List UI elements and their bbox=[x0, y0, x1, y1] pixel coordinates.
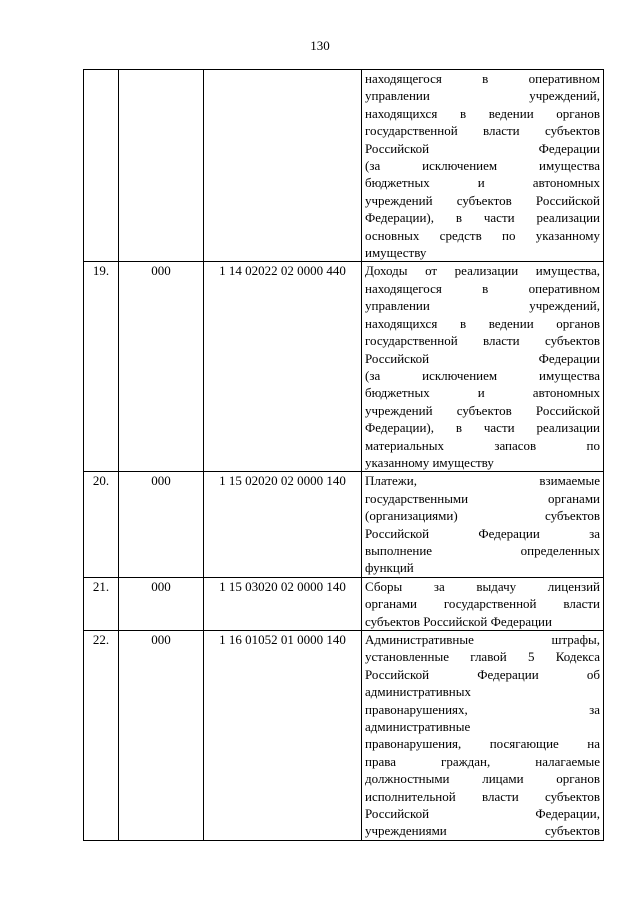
page-number: 130 bbox=[310, 38, 330, 53]
administrator-code-cell bbox=[119, 70, 204, 262]
description-line: Российской Федерации об bbox=[365, 666, 600, 682]
budget-classification-code-cell: 1 14 02022 02 0000 440 bbox=[204, 262, 362, 472]
row-number-cell: 21. bbox=[84, 577, 119, 630]
administrator-code-cell: 000 bbox=[119, 631, 204, 841]
description-line: находящегося в оперативном bbox=[365, 71, 600, 86]
description-line: основных средств по указанному bbox=[365, 227, 600, 243]
description-line: Российской Федерации bbox=[365, 350, 600, 366]
description-line: Федерации), в части реализации bbox=[365, 210, 600, 226]
description-line: административных bbox=[365, 684, 471, 700]
table-row bbox=[84, 70, 604, 262]
description-line: государственной власти субъектов bbox=[365, 333, 600, 349]
revenue-description-cell bbox=[362, 70, 604, 262]
description-line: административные bbox=[365, 719, 471, 735]
description-line: Сборы за выдачу лицензий bbox=[365, 578, 600, 594]
budget-classification-code-cell: 1 15 03020 02 0000 140 bbox=[204, 577, 362, 630]
description-line: Федерации), в части реализации bbox=[365, 420, 600, 436]
description-line: бюджетных и автономных bbox=[365, 385, 600, 401]
description-line: Платежи, взимаемые bbox=[365, 473, 600, 489]
description-line: Доходы от реализации имущества, bbox=[365, 263, 600, 279]
description-line: правонарушениях, за bbox=[365, 701, 600, 717]
description-line: управлении учреждений, bbox=[365, 298, 600, 314]
row-number-cell: 22. bbox=[84, 631, 119, 841]
description-line: бюджетных и автономных bbox=[365, 175, 600, 191]
table-row bbox=[84, 262, 604, 472]
description-line: права граждан, налагаемые bbox=[365, 753, 600, 769]
description-line: находящихся в ведении органов bbox=[365, 105, 600, 121]
description-line: Российской Федерации bbox=[365, 140, 600, 156]
description-line: государственной власти субъектов bbox=[365, 123, 600, 139]
revenue-description-cell bbox=[362, 577, 604, 630]
description-line: должностными лицами органов bbox=[365, 771, 600, 787]
table-row bbox=[84, 472, 604, 577]
description-line: имуществу bbox=[365, 245, 427, 261]
description-line: установленные главой 5 Кодекса bbox=[365, 649, 600, 665]
administrator-code-cell: 000 bbox=[119, 472, 204, 577]
description-line: учреждений субъектов Российской bbox=[365, 402, 600, 418]
description-line: государственными органами bbox=[365, 490, 600, 506]
revenue-description-cell bbox=[362, 631, 604, 841]
description-line: материальных запасов по bbox=[365, 437, 600, 453]
description-line: Российской Федерации за bbox=[365, 525, 600, 541]
description-line: учреждениями субъектов bbox=[365, 823, 600, 839]
row-number-cell bbox=[84, 70, 119, 262]
description-line: Административные штрафы, bbox=[365, 632, 600, 647]
budget-classification-code-cell: 1 16 01052 01 0000 140 bbox=[204, 631, 362, 841]
description-line: органами государственной власти bbox=[365, 596, 600, 612]
revenue-description-cell bbox=[362, 262, 604, 472]
description-line: (за исключением имущества bbox=[365, 367, 600, 383]
budget-classification-code-cell bbox=[204, 70, 362, 262]
table-row bbox=[84, 577, 604, 630]
description-line: находящегося в оперативном bbox=[365, 280, 600, 296]
description-line: указанному имуществу bbox=[365, 454, 494, 470]
description-line: правонарушения, посягающие на bbox=[365, 736, 600, 752]
administrator-code-cell: 000 bbox=[119, 577, 204, 630]
description-line: (организациями) субъектов bbox=[365, 508, 600, 524]
revenue-description-cell bbox=[362, 472, 604, 577]
description-line: Российской Федерации, bbox=[365, 806, 600, 822]
administrator-code-cell: 000 bbox=[119, 262, 204, 472]
row-number-cell: 19. bbox=[84, 262, 119, 472]
revenue-codes-table bbox=[83, 69, 604, 841]
description-line: исполнительной власти субъектов bbox=[365, 788, 600, 804]
description-line: учреждений субъектов Российской bbox=[365, 192, 600, 208]
description-line: выполнение определенных bbox=[365, 542, 600, 558]
row-number-cell: 20. bbox=[84, 472, 119, 577]
budget-classification-code-cell: 1 15 02020 02 0000 140 bbox=[204, 472, 362, 577]
table-row bbox=[84, 631, 604, 841]
description-line: находящихся в ведении органов bbox=[365, 315, 600, 331]
description-line: (за исключением имущества bbox=[365, 158, 600, 174]
description-line: функций bbox=[365, 560, 414, 576]
description-line: субъектов Российской Федерации bbox=[365, 613, 552, 629]
description-line: управлении учреждений, bbox=[365, 88, 600, 104]
table-body bbox=[84, 70, 604, 841]
